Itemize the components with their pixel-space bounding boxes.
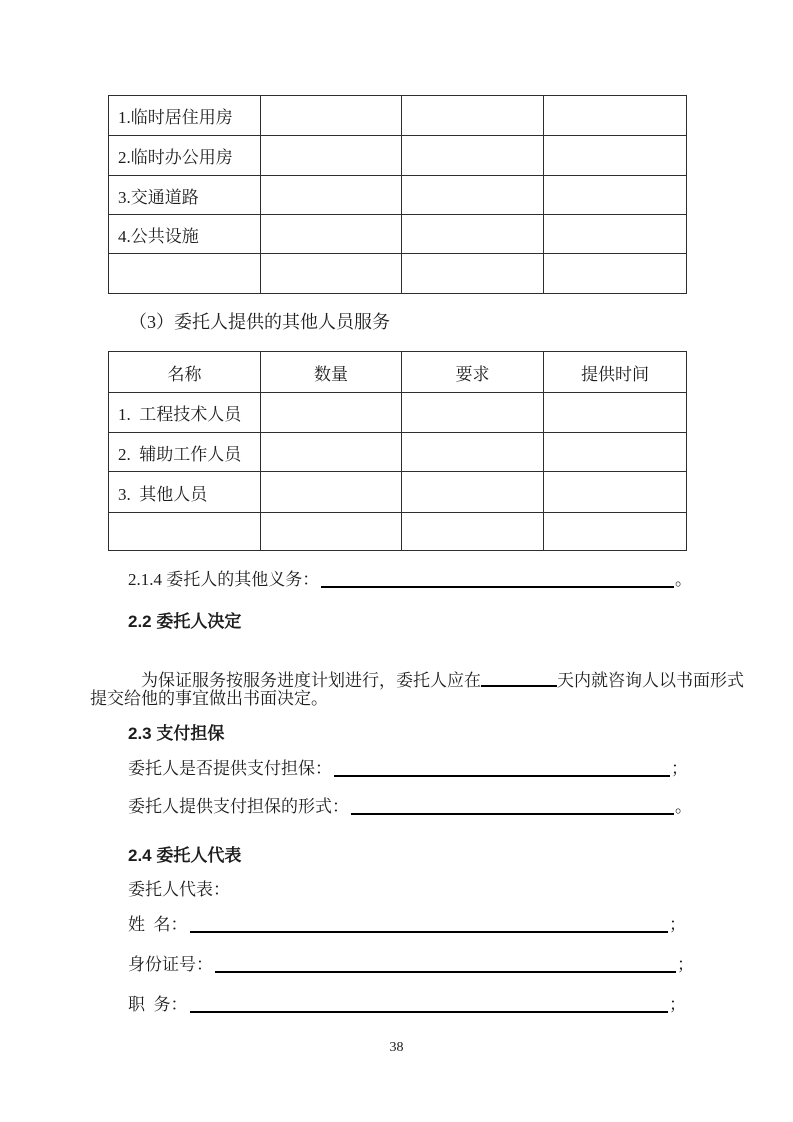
personnel-label-cell: 2. 辅助工作人员 bbox=[109, 433, 261, 472]
personnel-label-cell[interactable] bbox=[109, 513, 261, 551]
other-obligations-label: 2.1.4 委托人的其他义务： bbox=[128, 570, 320, 589]
table-row bbox=[109, 513, 687, 551]
id-number-line bbox=[128, 951, 694, 975]
empty-fill-cell[interactable] bbox=[261, 96, 402, 136]
decision-text-after: 天内就咨询人以书面形式 bbox=[557, 671, 744, 690]
column-header: 数量 bbox=[261, 352, 402, 393]
empty-fill-cell[interactable] bbox=[402, 472, 544, 513]
guarantee-provide-label: 委托人是否提供支付担保： bbox=[128, 759, 332, 778]
empty-fill-cell[interactable] bbox=[261, 136, 402, 176]
table-row bbox=[109, 472, 687, 513]
empty-fill-cell[interactable] bbox=[261, 472, 402, 513]
empty-fill-cell[interactable] bbox=[261, 176, 402, 215]
heading-2-2: 2.2 委托人决定 bbox=[128, 612, 242, 631]
table-row bbox=[109, 215, 687, 254]
guarantee-form-label: 委托人提供支付担保的形式： bbox=[128, 797, 349, 816]
semicolon-mark: ； bbox=[669, 915, 686, 934]
empty-fill-cell[interactable] bbox=[544, 472, 687, 513]
empty-fill-cell[interactable] bbox=[544, 254, 687, 294]
table-row bbox=[109, 254, 687, 294]
empty-fill-cell[interactable] bbox=[402, 136, 544, 176]
column-header: 名称 bbox=[109, 352, 261, 393]
personnel-label-cell: 1. 工程技术人员 bbox=[109, 393, 261, 433]
personnel-label-cell: 3. 其他人员 bbox=[109, 472, 261, 513]
table-header-row bbox=[109, 352, 687, 393]
personnel-table bbox=[108, 351, 687, 551]
semicolon-mark: ； bbox=[669, 995, 686, 1014]
name-label: 姓 名： bbox=[128, 915, 188, 934]
empty-fill-cell[interactable] bbox=[402, 433, 544, 472]
empty-fill-cell[interactable] bbox=[544, 513, 687, 551]
column-header: 提供时间 bbox=[544, 352, 687, 393]
facilities-table bbox=[108, 95, 687, 294]
id-number-blank[interactable] bbox=[215, 951, 676, 973]
empty-fill-cell[interactable] bbox=[402, 96, 544, 136]
table-row bbox=[109, 96, 687, 136]
period-mark: 。 bbox=[675, 797, 692, 816]
empty-fill-cell[interactable] bbox=[544, 393, 687, 433]
empty-fill-cell[interactable] bbox=[261, 215, 402, 254]
other-obligations-line bbox=[128, 566, 692, 590]
heading-2-4: 2.4 委托人代表 bbox=[128, 846, 242, 865]
empty-fill-cell[interactable] bbox=[261, 254, 402, 294]
id-number-label: 身份证号： bbox=[128, 955, 213, 974]
empty-fill-cell[interactable] bbox=[544, 433, 687, 472]
guarantee-provide-blank[interactable] bbox=[334, 755, 670, 777]
representative-label: 委托人代表： bbox=[128, 880, 230, 899]
empty-fill-cell[interactable] bbox=[402, 254, 544, 294]
table-row bbox=[109, 433, 687, 472]
empty-fill-cell[interactable] bbox=[544, 96, 687, 136]
empty-fill-cell[interactable] bbox=[544, 176, 687, 215]
facility-label-cell: 4.公共设施 bbox=[109, 215, 261, 254]
days-blank[interactable] bbox=[481, 685, 557, 687]
empty-fill-cell[interactable] bbox=[261, 433, 402, 472]
empty-fill-cell[interactable] bbox=[544, 136, 687, 176]
empty-fill-cell[interactable] bbox=[261, 513, 402, 551]
empty-fill-cell[interactable] bbox=[544, 215, 687, 254]
facility-label-cell: 3.交通道路 bbox=[109, 176, 261, 215]
empty-fill-cell[interactable] bbox=[402, 176, 544, 215]
position-line bbox=[128, 991, 686, 1015]
guarantee-form-blank[interactable] bbox=[351, 793, 674, 815]
facility-label-cell[interactable] bbox=[109, 254, 261, 294]
empty-fill-cell[interactable] bbox=[261, 393, 402, 433]
facility-label-cell: 2.临时办公用房 bbox=[109, 136, 261, 176]
other-obligations-blank[interactable] bbox=[321, 566, 674, 588]
subsection-caption: （3）委托人提供的其他人员服务 bbox=[129, 312, 390, 332]
guarantee-provide-line bbox=[128, 755, 688, 779]
position-blank[interactable] bbox=[190, 991, 669, 1013]
semicolon-mark: ； bbox=[677, 955, 694, 974]
page-number: 38 bbox=[389, 1040, 404, 1055]
semicolon-mark: ； bbox=[671, 759, 688, 778]
heading-2-3: 2.3 支付担保 bbox=[128, 724, 225, 743]
position-label: 职 务： bbox=[128, 995, 188, 1014]
table-row bbox=[109, 176, 687, 215]
guarantee-form-line bbox=[128, 793, 692, 817]
name-blank[interactable] bbox=[190, 911, 669, 933]
decision-paragraph-line2: 提交给他的事宜做出书面决定。 bbox=[90, 689, 328, 708]
decision-text-before: 为保证服务按服务进度计划进行，委托人应在 bbox=[141, 671, 481, 690]
table-row bbox=[109, 393, 687, 433]
table-row bbox=[109, 136, 687, 176]
empty-fill-cell[interactable] bbox=[402, 215, 544, 254]
column-header: 要求 bbox=[402, 352, 544, 393]
empty-fill-cell[interactable] bbox=[402, 393, 544, 433]
empty-fill-cell[interactable] bbox=[402, 513, 544, 551]
period-mark: 。 bbox=[675, 570, 692, 589]
facility-label-cell: 1.临时居住用房 bbox=[109, 96, 261, 136]
name-line bbox=[128, 911, 686, 935]
